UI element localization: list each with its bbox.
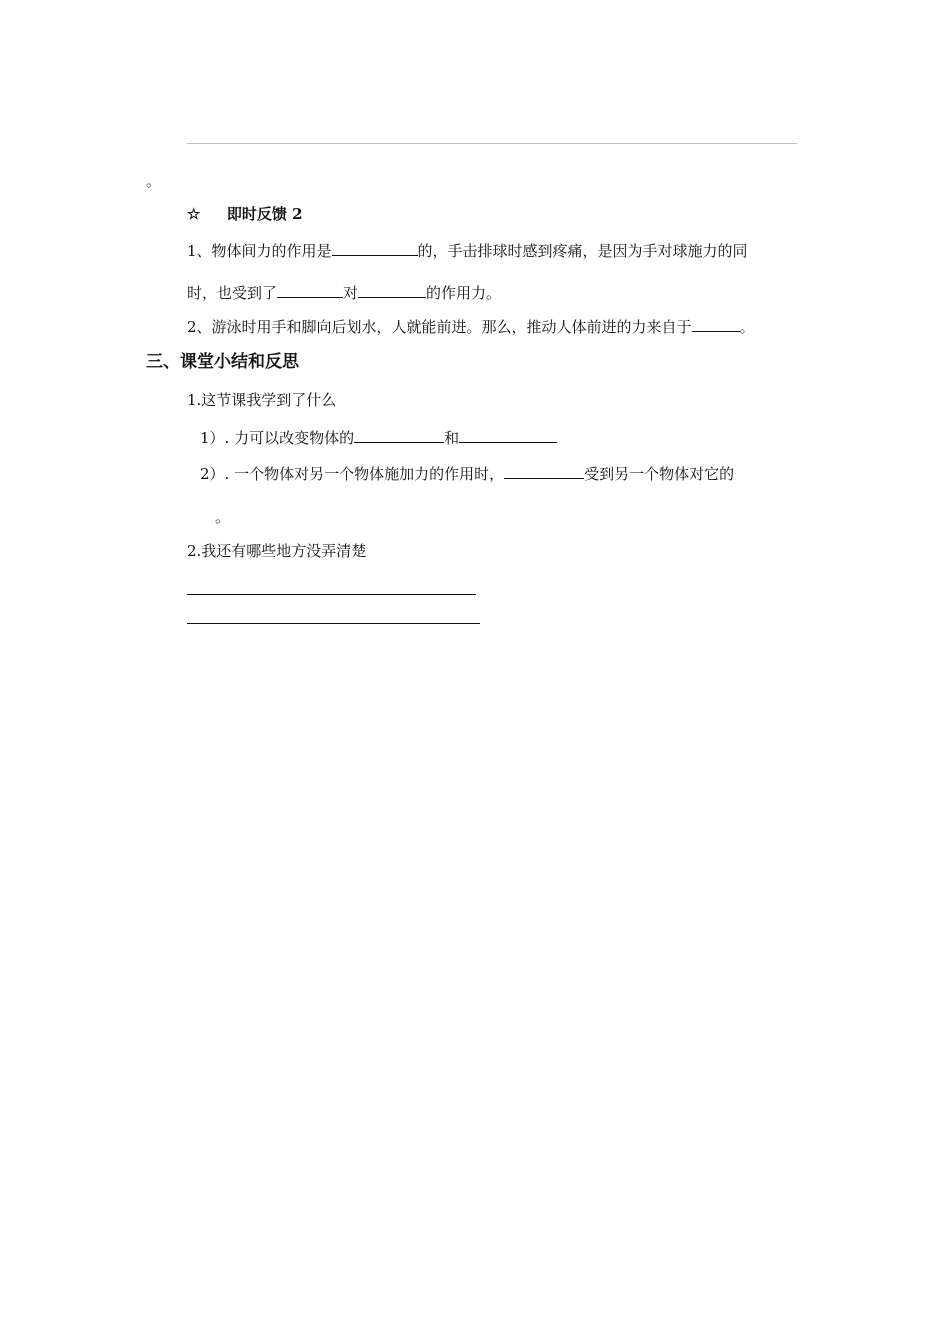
section-3-title: 三、课堂小结和反思 <box>146 352 299 372</box>
q1-text-e: 的作用力。 <box>426 284 502 302</box>
unclear-prompt: 2.我还有哪些地方没弄清楚 <box>187 542 367 560</box>
q1-text-d: 对 <box>343 284 359 302</box>
item2-text-b: 受到另一个物体对它的 <box>584 465 735 483</box>
q2-text-b: 。 <box>739 318 755 336</box>
lead-period: 。 <box>146 172 162 190</box>
q1-text-a: 1、物体间力的作用是 <box>187 242 332 260</box>
q2-text-a: 2、游泳时用手和脚向后划水，人就能前进。那么，推动人体前进的力来自于 <box>187 318 692 336</box>
summary-item-2 <box>200 464 734 484</box>
summary-item-1 <box>200 428 557 448</box>
item1-text-a: 1）. 力可以改变物体的 <box>200 429 355 447</box>
answer-line-1[interactable] <box>187 594 476 595</box>
top-answer-line <box>187 143 797 144</box>
learned-prompt: 1.这节课我学到了什么 <box>187 391 337 409</box>
question-1-line-2 <box>187 283 501 303</box>
q1-blank-1[interactable] <box>332 241 418 256</box>
q1-blank-2[interactable] <box>277 283 343 298</box>
item2-trailing-period: 。 <box>215 508 231 526</box>
answer-line-2[interactable] <box>187 623 480 624</box>
item1-blank-1[interactable] <box>354 428 444 443</box>
item2-text-a: 2）. 一个物体对另一个物体施加力的作用时， <box>200 465 505 483</box>
q1-text-b: 的，手击排球时感到疼痛，是因为手对球施力的同 <box>417 242 748 260</box>
feedback-title: 即时反馈 2 <box>226 205 303 223</box>
item1-text-b: 和 <box>444 429 460 447</box>
item1-blank-2[interactable] <box>459 428 557 443</box>
item2-blank[interactable] <box>504 464 584 479</box>
star-icon: ☆ <box>187 205 201 223</box>
feedback-heading <box>187 204 303 224</box>
q1-blank-3[interactable] <box>358 283 426 298</box>
q2-blank[interactable] <box>692 317 740 332</box>
q1-text-c: 时，也受到了 <box>187 284 278 302</box>
question-1-line-1 <box>187 241 748 261</box>
question-2 <box>187 317 755 337</box>
